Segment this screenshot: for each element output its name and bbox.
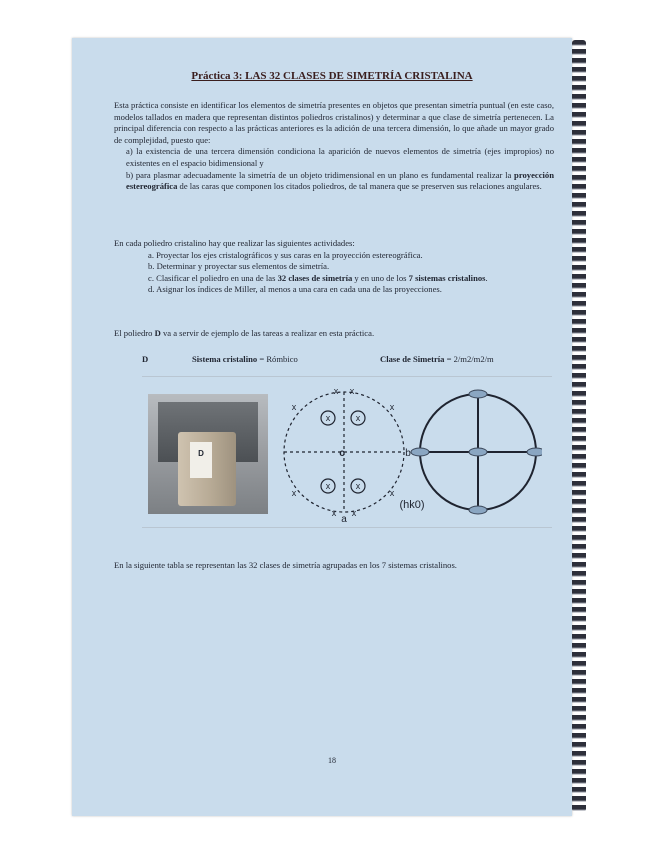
miller-index-label: (hk0) xyxy=(399,499,425,511)
example-label: D xyxy=(142,354,149,364)
axis-c-label: c xyxy=(339,448,345,459)
face-mark: x xyxy=(355,413,361,423)
example-lead-post: va a servir de ejemplo de las tareas a realizar en esta práctica. xyxy=(160,328,375,338)
activity-b: b. Determinar y proyectar sus elementos de simetría. xyxy=(148,261,330,272)
activity-c-post: . xyxy=(485,272,488,283)
activity-c-bold2: 7 sistemas cristalinos xyxy=(408,272,486,283)
page-title: Práctica 3: LAS 32 CLASES DE SIMETRÍA CRISTALINA xyxy=(191,70,473,82)
intro-item-b-bold: proyección estereográfica xyxy=(126,169,554,192)
intro-item-a: a) la existencia de una tercera dimensión condiciona la aparición de nuevos elementos de simetría (ejes impropios) no existentes en el espacio bidimensional y xyxy=(126,146,554,168)
twofold-axis-symbol xyxy=(469,506,487,514)
edge-face-mark: x xyxy=(333,386,339,396)
example-lead-pre: El poliedro xyxy=(114,328,155,338)
face-mark: x xyxy=(355,481,361,491)
class-label: Clase de Simetría xyxy=(380,354,445,364)
edge-face-mark: x xyxy=(351,508,357,518)
edge-face-mark: x xyxy=(291,402,297,412)
face-mark: x xyxy=(325,413,331,423)
axis-a-label: a xyxy=(341,514,347,524)
face-mark: x xyxy=(325,481,331,491)
photo-label: D xyxy=(190,442,212,478)
class-value: = 2/m2/m2/m xyxy=(446,354,494,364)
intro-item-b xyxy=(126,170,554,193)
table-intro: En la siguiente tabla se representan las 32 clases de simetría agrupadas en los 7 sistemas cristalinos. xyxy=(114,560,457,570)
axis-b-label: b xyxy=(405,448,411,459)
twofold-axis-symbol xyxy=(469,390,487,398)
twofold-axis-symbol xyxy=(411,448,429,456)
system-value: = Rómbico xyxy=(259,354,298,364)
example-lead xyxy=(114,328,554,340)
twofold-axis-symbol xyxy=(469,448,487,456)
intro-item-b-pre: b) para plasmar adecuadamente la simetría de un objeto tridimensional en un plano es fundamental realizar la xyxy=(126,169,515,180)
activity-c-bold1: 32 clases de simetría xyxy=(277,272,353,283)
example-header-row xyxy=(142,354,562,368)
activities-section xyxy=(114,238,554,296)
twofold-axis-symbol xyxy=(527,448,542,456)
intro-paragraph xyxy=(114,100,554,193)
system-label: Sistema cristalino xyxy=(192,354,258,364)
edge-face-mark: x xyxy=(291,488,297,498)
activity-d: d. Asignar los índices de Miller, al menos a una cara en cada una de las proyecciones. xyxy=(148,284,442,295)
page-number: 18 xyxy=(328,756,336,765)
document-page xyxy=(72,38,572,816)
activity-c-pre: c. Clasificar el poliedro en una de las xyxy=(148,272,278,283)
spiral-binding xyxy=(572,40,586,812)
activities-lead: En cada poliedro cristalino hay que realizar las siguientes actividades: xyxy=(114,238,355,248)
activity-c xyxy=(148,273,554,285)
polyhedron-photo xyxy=(148,394,268,514)
intro-item-b-post: de las caras que componen los citados poliedros, de tal manera que se preserven sus relaciones angulares. xyxy=(177,181,542,192)
edge-face-mark: x xyxy=(349,386,355,396)
activity-c-mid: y en uno de los xyxy=(352,272,409,283)
activity-a: a. Proyectar los ejes cristalográficos y sus caras en la proyección estereográfica. xyxy=(148,249,423,260)
edge-face-mark: x xyxy=(389,402,395,412)
example-lead-bold: D xyxy=(154,328,161,338)
edge-face-mark: x xyxy=(331,508,337,518)
intro-text: Esta práctica consiste en identificar los elementos de simetría presentes en objetos que presentan simetría puntual (en este caso, modelos tallados en madera que representan distintos poliedros cristalinos) y determinar a que clase de simetría pertenecen. La principal diferencia con respecto a las prácticas anteriores es la adición de una tercera dimensión, lo que añade un mayor grado de complejidad, puesto que: xyxy=(114,100,554,145)
stereographic-projection xyxy=(272,384,542,524)
edge-face-mark: x xyxy=(389,488,395,498)
